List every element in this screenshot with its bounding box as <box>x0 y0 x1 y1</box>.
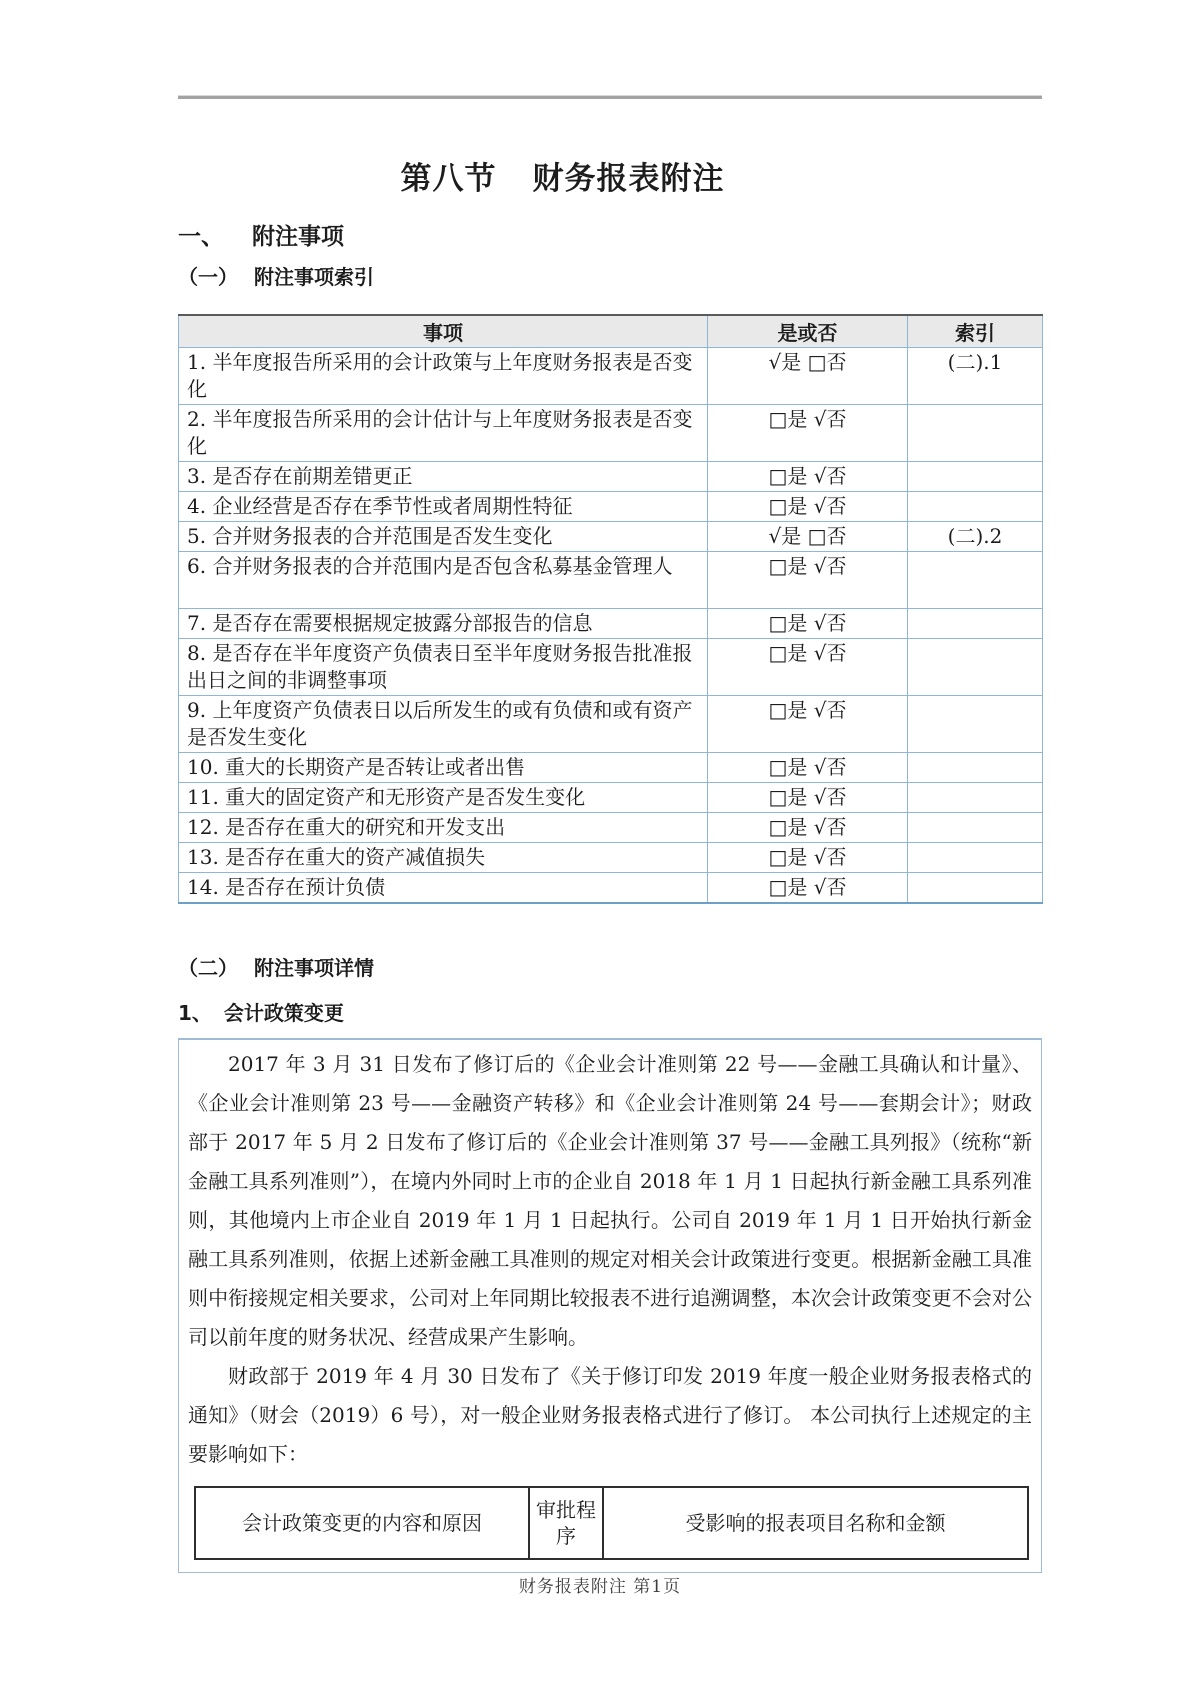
policy-change-section <box>178 1038 1042 1573</box>
index-table-header-row <box>179 315 1043 348</box>
heading-notes-index <box>178 261 1042 290</box>
table-row <box>179 813 1043 843</box>
policy-paragraph-1: 2017 年 3 月 31 日发布了修订后的《企业会计准则第 22 号——金融工具确认和计量》、《企业会计准则第 23 号——金融资产转移》和《企业会计准则第 24 号——套期会计》；财政部于 2017 年 5 月 2 日发布了修订后的《企业会计准则第 37 号——金融工具列报》（统称“新金融工具系列准则”），在境内外同时上市的企业自 2018 年 1 月 1 日起执行新金融工具系列准则，其他境内上市企业自 2019 年 1 月 1 日起执行。公司自 2019 年 1 月 1 日开始执行新金融工具系列准则，依据上述新金融工具准则的规定对相关会计政策进行变更。根据新金融工具准则中衔接规定相关要求，公司对上年同期比较报表不进行追溯调整，本次会计政策变更不会对公司以前年度的财务状况、经营成果产生影响。 <box>188 1052 1032 1349</box>
impact-col-approval: 审批程序 <box>529 1487 603 1559</box>
cell-index <box>908 813 1043 843</box>
cell-index <box>908 552 1043 609</box>
cell-index <box>908 873 1043 904</box>
table-row <box>179 843 1043 873</box>
page-footer: 财务报表附注 第1页 <box>518 1577 682 1597</box>
header-rule <box>178 95 1042 99</box>
cell-index <box>908 609 1043 639</box>
table-row <box>179 405 1043 462</box>
title-section-no: 第八节 <box>400 161 497 197</box>
heading-label: 会计政策变更 <box>223 1001 344 1025</box>
cell-yesno: √是 □否 <box>708 522 908 552</box>
cell-index: (二).2 <box>908 522 1043 552</box>
col-header-yesno: 是或否 <box>708 315 908 348</box>
heading-number: 1、 <box>178 1001 212 1025</box>
cell-item: 11. 重大的固定资产和无形资产是否发生变化 <box>179 783 708 813</box>
impact-table <box>194 1486 1029 1560</box>
cell-yesno: □是 √否 <box>708 783 908 813</box>
cell-item: 13. 是否存在重大的资产减值损失 <box>179 843 708 873</box>
table-row <box>179 522 1043 552</box>
cell-index <box>908 639 1043 696</box>
cell-index: (二).1 <box>908 348 1043 405</box>
cell-item: 12. 是否存在重大的研究和开发支出 <box>179 813 708 843</box>
table-row <box>179 609 1043 639</box>
cell-item: 10. 重大的长期资产是否转让或者出售 <box>179 753 708 783</box>
cell-index <box>908 753 1043 783</box>
impact-table-header-row <box>195 1487 1028 1559</box>
cell-item: 5. 合并财务报表的合并范围是否发生变化 <box>179 522 708 552</box>
heading-label: 附注事项索引 <box>254 265 374 289</box>
cell-yesno: □是 √否 <box>708 552 908 609</box>
cell-yesno: □是 √否 <box>708 639 908 696</box>
cell-item: 7. 是否存在需要根据规定披露分部报告的信息 <box>179 609 708 639</box>
index-table-body <box>179 348 1043 904</box>
table-row <box>179 873 1043 904</box>
cell-item: 2. 半年度报告所采用的会计估计与上年度财务报表是否变化 <box>179 405 708 462</box>
cell-item: 1. 半年度报告所采用的会计政策与上年度财务报表是否变化 <box>179 348 708 405</box>
cell-item: 8. 是否存在半年度资产负债表日至半年度财务报告批准报出日之间的非调整事项 <box>179 639 708 696</box>
col-header-item: 事项 <box>179 315 708 348</box>
heading-notes <box>178 218 1042 251</box>
heading-label: 附注事项详情 <box>254 956 374 980</box>
table-row <box>179 492 1043 522</box>
cell-yesno: □是 √否 <box>708 696 908 753</box>
policy-paragraph-2: 财政部于 2019 年 4 月 30 日发布了《关于修订印发 2019 年度一般企业财务报表格式的通知》（财会（2019）6 号），对一般企业财务报表格式进行了修订。 本公司执行上述规定的主要影响如下： <box>188 1364 1032 1466</box>
cell-item: 3. 是否存在前期差错更正 <box>179 462 708 492</box>
table-row <box>179 462 1043 492</box>
heading-notes-detail <box>178 952 1042 981</box>
cell-index <box>908 405 1043 462</box>
table-row <box>179 348 1043 405</box>
heading-label: 附注事项 <box>252 224 344 250</box>
cell-yesno: □是 √否 <box>708 873 908 904</box>
impact-col-affected: 受影响的报表项目名称和金额 <box>603 1487 1028 1559</box>
cell-yesno: □是 √否 <box>708 753 908 783</box>
cell-yesno: □是 √否 <box>708 843 908 873</box>
cell-yesno: □是 √否 <box>708 492 908 522</box>
cell-item: 14. 是否存在预计负债 <box>179 873 708 904</box>
cell-index <box>908 783 1043 813</box>
cell-index <box>908 696 1043 753</box>
cell-index <box>908 492 1043 522</box>
cell-yesno: □是 √否 <box>708 462 908 492</box>
cell-index <box>908 843 1043 873</box>
heading-number: （二） <box>178 956 238 980</box>
cell-index <box>908 462 1043 492</box>
table-row <box>179 696 1043 753</box>
heading-number: （一） <box>178 265 238 289</box>
cell-yesno: □是 √否 <box>708 609 908 639</box>
impact-col-content: 会计政策变更的内容和原因 <box>195 1487 529 1559</box>
table-row <box>179 753 1043 783</box>
table-row <box>179 783 1043 813</box>
table-row <box>179 552 1043 609</box>
cell-item: 9. 上年度资产负债表日以后所发生的或有负债和或有资产是否发生变化 <box>179 696 708 753</box>
heading-number: 一、 <box>178 224 224 250</box>
page-title <box>178 153 1042 198</box>
cell-yesno: □是 √否 <box>708 405 908 462</box>
cell-yesno: √是 □否 <box>708 348 908 405</box>
cell-yesno: □是 √否 <box>708 813 908 843</box>
cell-item: 6. 合并财务报表的合并范围内是否包含私募基金管理人 <box>179 552 708 609</box>
notes-index-table <box>178 314 1043 904</box>
title-text: 财务报表附注 <box>532 161 725 197</box>
heading-accounting-policy-change <box>178 997 1042 1026</box>
table-row <box>179 639 1043 696</box>
col-header-index: 索引 <box>908 315 1043 348</box>
cell-item: 4. 企业经营是否存在季节性或者周期性特征 <box>179 492 708 522</box>
